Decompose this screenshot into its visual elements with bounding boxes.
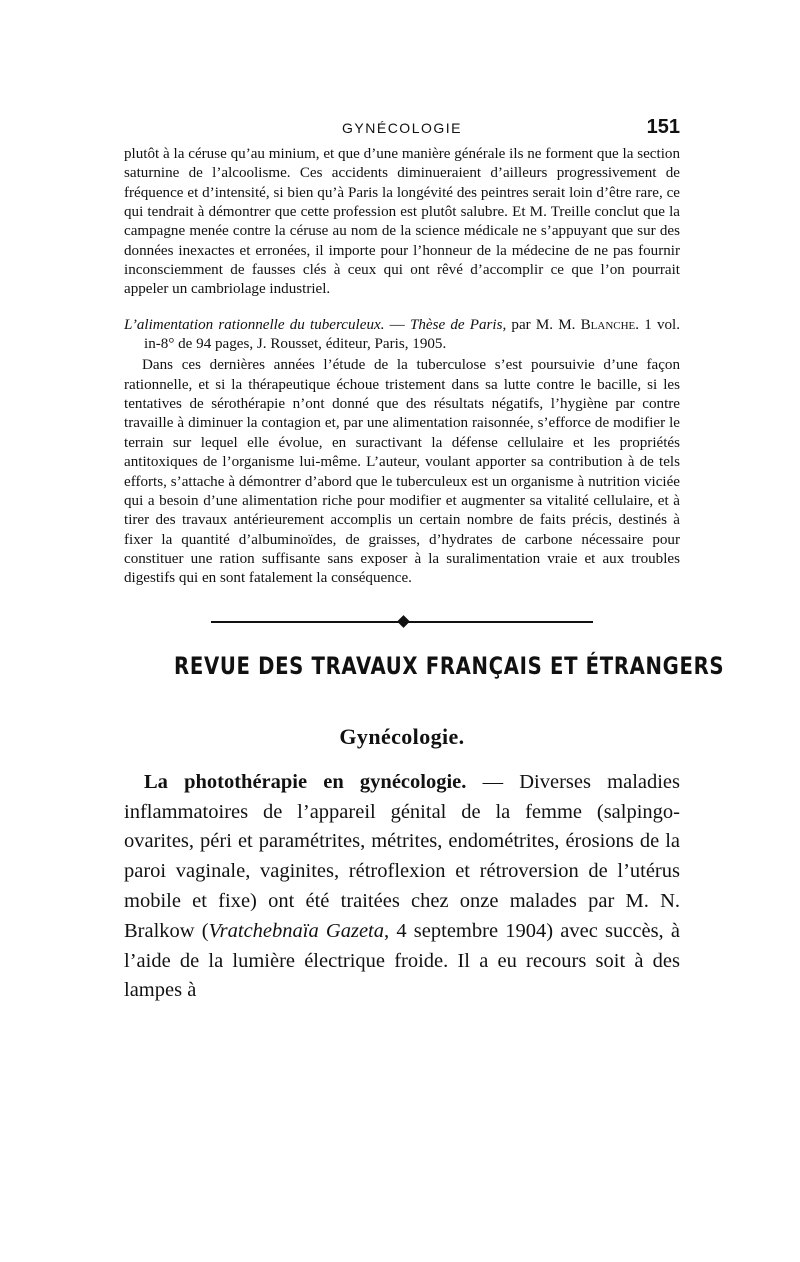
review-author: Blanche. (580, 316, 640, 333)
article-title: La photothérapie en gynécologie. (144, 770, 467, 793)
article-paragraph (124, 768, 680, 1006)
running-header (124, 110, 680, 142)
review-publisher-details: 1 vol. in-8° de 94 pages, J. Rousset, éditeur, Paris, 1905. (144, 316, 681, 353)
article-text-after-journal: , 4 septembre 1904) avec succès, à l’aide de la lumière électrique froide. Il a eu recours soit à des lampes à (124, 919, 680, 1002)
review-body: Dans ces dernières années l’étude de la tuberculose s’est poursuivie d’une façon rationnelle, et si la thérapeutique échoue tristement dans sa lutte contre le bacille, si les tentatives de sérothérapie n’ont donné que des résultats négatifs, l’hygiène par contre travaille à diminuer la contagion et, par une alimentation raisonnée, s’efforce de modifier le terrain sur lequel elle évolue, en suractivant la défense cellulaire et les propriétés antitoxiques de l’organisme lui-même. L’auteur, voulant apporter sa contribution à de tels efforts, s’attache à démontrer d’abord que le tuberculeux est un organisme à nutrition viciée qui a besoin d’une alimentation riche pour modifier et augmenter sa vitalité cellulaire, et à tirer des travaux antérieurement accomplis un certain nombre de faits précis, destinés à fixer la quantité d’albuminoïdes, de graisses, d’hydrates de carbone nécessaire pour constituer une ration suffisante sans exposer à la suralimentation vraie et aux troubles digestifs qui en sont fatalement la conséquence. (124, 357, 680, 587)
article-text-before-journal: — Diverses maladies inflammatoires de l’appareil génital de la femme (salpingo-ovarites, péri et paramétrites, métrites, endométrites, érosions de la paroi vaginale, vaginites, rétroflexion et rétroversion de l’utérus mobile et fixe) ont été traitées chez onze malades par M. N. Bralkow ( (124, 770, 681, 942)
running-title: GYNÉCOLOGIE (342, 120, 462, 136)
review-publisher-prefix: par M. M. (506, 316, 581, 333)
divider-ornament (397, 615, 410, 628)
book-review (124, 316, 680, 589)
review-separator: — (384, 316, 410, 333)
page-number: 151 (646, 116, 680, 138)
section-divider (211, 615, 593, 629)
review-citation (124, 316, 680, 355)
journal-name: Vratchebnaïa Gazeta (208, 919, 384, 942)
section-title: REVUE DES TRAVAUX FRANÇAIS ET ÉTRANGERS (174, 651, 725, 680)
opening-paragraph: plutôt à la céruse qu’au minium, et que d’une manière générale ils ne forment que la section saturnine de l’alcoolisme. Ces accidents diminueraient d’ailleurs progressivement de fréquence et d’intensité, si bien qu’à Paris la longévité des peintres serait loin d’être rare, ce qui tendrait à démontrer que cette profession est plutôt salubre. Et M. Treille conclut que la campagne menée contre la céruse au nom de la science médicale ne s’appuyant que sur des données inexactes et erronées, il importe pour l’honneur de la médecine de ne pas fournir inconsciemment de fausses clés à ceux qui ont rêvé d’accomplir ce que l’on pourrait appeler un cambriolage industriel. (124, 146, 680, 298)
book-page-content (124, 110, 725, 1027)
subsection-title: Gynécologie. (339, 723, 465, 749)
review-title: L’alimentation rationnelle du tuberculeux. (124, 316, 385, 333)
review-thesis-label: Thèse de Paris, (409, 316, 507, 333)
